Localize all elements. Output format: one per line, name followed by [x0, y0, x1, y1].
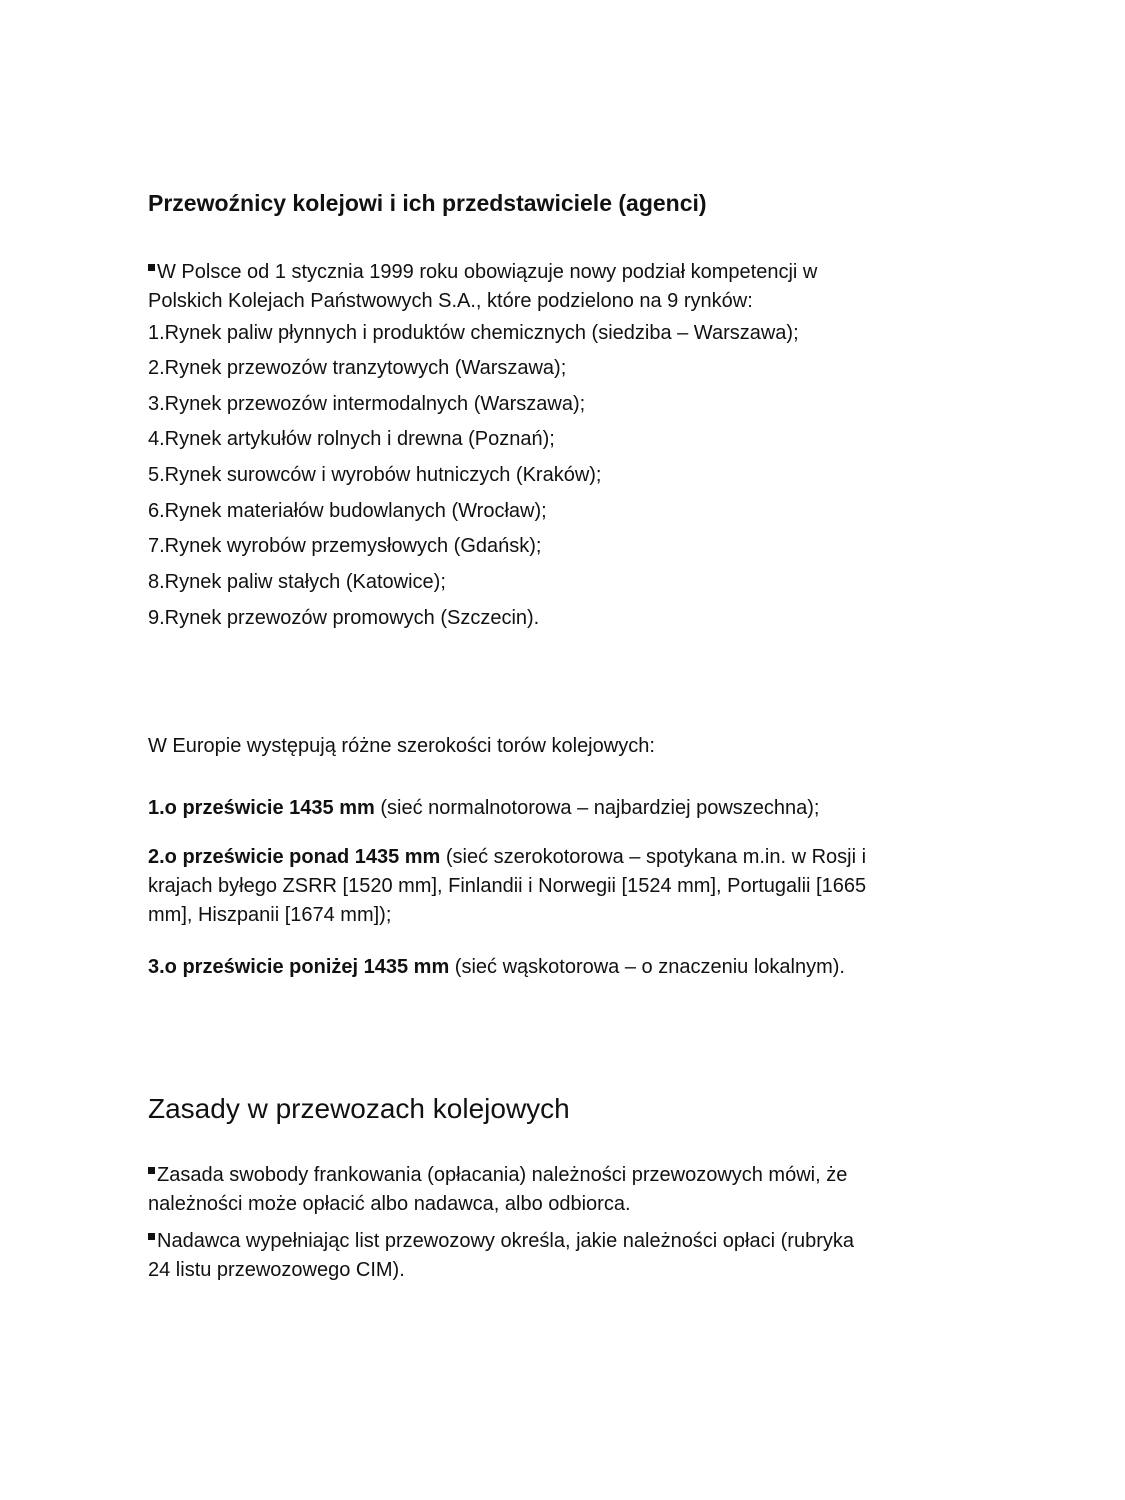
intro-line-2: Polskich Kolejach Państwowych S.A., które podzielono na 9 rynków:	[148, 290, 753, 312]
gauge-2-text-3: mm], Hiszpanii [1674 mm]);	[148, 904, 392, 926]
market-item-3: 3.Rynek przewozów intermodalnych (Warszawa);	[148, 393, 586, 415]
intro-line-1: W Polsce od 1 stycznia 1999 roku obowiązuje nowy podział kompetencji w	[157, 261, 818, 283]
gauge-3-label: 3.o prześwicie poniżej 1435 mm	[148, 956, 450, 978]
rule-1-line-2: należności może opłacić albo nadawca, albo odbiorca.	[148, 1193, 631, 1215]
gauge-1-label: 1.o prześwicie 1435 mm	[148, 797, 375, 819]
rule-paragraph-2	[148, 1227, 978, 1285]
gauges-intro: W Europie występują różne szerokości torów kolejowych:	[148, 735, 655, 757]
rule-2-line-2: 24 listu przewozowego CIM).	[148, 1259, 405, 1281]
gauge-2-label: 2.o prześwicie ponad 1435 mm	[148, 846, 441, 868]
rule-2-line-1: Nadawca wypełniając list przewozowy określa, jakie należności opłaci (rubryka	[157, 1230, 854, 1252]
gauge-item-2	[148, 843, 978, 930]
gauge-2-text-1: (sieć szerokotorowa – spotykana m.in. w Rosji i	[440, 846, 867, 868]
market-item-6: 6.Rynek materiałów budowlanych (Wrocław);	[148, 500, 547, 522]
market-item-4: 4.Rynek artykułów rolnych i drewna (Poznań);	[148, 428, 555, 450]
bullet-icon	[148, 1233, 155, 1240]
gauge-item-3	[148, 953, 978, 982]
gauge-2-text-2: krajach byłego ZSRR [1520 mm], Finlandii i Norwegii [1524 mm], Portugalii [1665	[148, 875, 867, 897]
market-item-2: 2.Rynek przewozów tranzytowych (Warszawa);	[148, 357, 567, 379]
gauge-3-text: (sieć wąskotorowa – o znaczeniu lokalnym).	[449, 956, 845, 978]
section-title-rules: Zasady w przewozach kolejowych	[148, 1093, 570, 1124]
gauge-1-text: (sieć normalnotorowa – najbardziej powszechna);	[374, 797, 820, 819]
market-item-8: 8.Rynek paliw stałych (Katowice);	[148, 571, 446, 593]
rule-paragraph-1	[148, 1161, 978, 1219]
bullet-icon	[148, 264, 155, 271]
bullet-icon	[148, 1167, 155, 1174]
gauge-item-1	[148, 794, 978, 823]
market-item-9: 9.Rynek przewozów promowych (Szczecin).	[148, 607, 540, 629]
market-item-5: 5.Rynek surowców i wyrobów hutniczych (Kraków);	[148, 464, 602, 486]
section-title-carriers: Przewoźnicy kolejowi i ich przedstawiciele (agenci)	[148, 190, 707, 216]
rule-1-line-1: Zasada swobody frankowania (opłacania) należności przewozowych mówi, że	[157, 1164, 848, 1186]
market-item-7: 7.Rynek wyrobów przemysłowych (Gdańsk);	[148, 535, 542, 557]
intro-paragraph	[148, 258, 978, 316]
market-item-1: 1.Rynek paliw płynnych i produktów chemicznych (siedziba – Warszawa);	[148, 322, 799, 344]
